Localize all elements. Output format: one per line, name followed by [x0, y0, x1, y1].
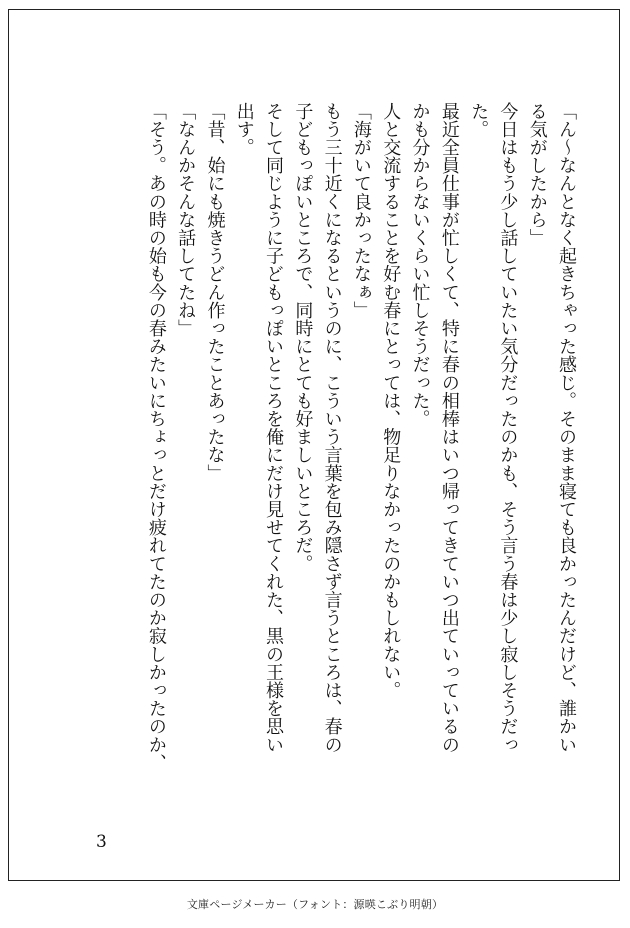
- text-line: 子どもっぽいところで、同時にとても好ましいところだ。: [292, 102, 314, 573]
- text-line: 最近全員仕事が忙しくて、特に春の相棒はいつ帰ってきていつ出ていっているの: [438, 102, 460, 754]
- text-line: た。: [468, 102, 490, 139]
- footer-credit: 文庫ページメーカー（フォント：源暎こぶり明朝）: [186, 898, 444, 911]
- vertical-body-text: [142, 102, 581, 822]
- text-line: 今日はもう少し話していたい気分だったのかも、そう言う春は少し寂しそうだっ: [497, 102, 519, 754]
- text-line: る気がしたから」: [526, 102, 548, 247]
- text-line: そして同じように子どもっぽいところを俺にだけ見せてくれた、黒の王様を思い: [263, 102, 285, 754]
- text-line: 「昔、始にも焼きうどん作ったことあったな」: [204, 102, 226, 483]
- text-line: 「海がいて良かったなぁ」: [350, 102, 372, 320]
- text-line: 人と交流することを好む春にとっては、物足りなかったのかもしれない。: [380, 102, 402, 700]
- text-line: 「そう。あの時の始も今の春みたいにちょっとだけ疲れてたのか寂しかったのか、: [145, 102, 167, 772]
- text-line: もう三十近くになるというのに、こういう言葉を包み隠さず言うところは、春の: [321, 102, 343, 754]
- page-frame: [8, 9, 620, 881]
- text-line: 「ん〜なんとなく起きちゃった感じ。そのまま寝ても良かったんだけど、誰かい: [556, 102, 577, 754]
- text-line: 出す。: [233, 102, 255, 157]
- text-line: 「なんかそんな話してたね」: [175, 102, 197, 338]
- page-number: 3: [96, 832, 107, 852]
- text-line: かも分からないくらい忙しそうだった。: [409, 102, 431, 428]
